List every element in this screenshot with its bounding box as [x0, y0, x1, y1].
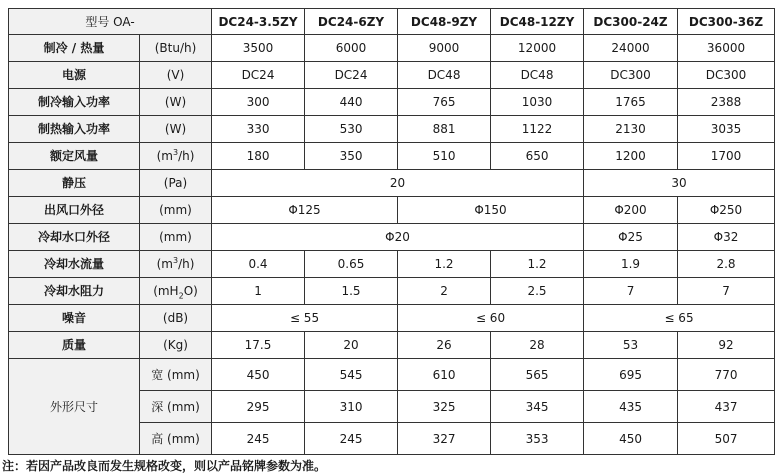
value-cell: 0.65 [305, 251, 398, 278]
value-cell: DC48 [491, 62, 584, 89]
value-cell: ≤ 65 [584, 305, 775, 332]
cool-input-row [9, 89, 775, 116]
value-cell: 650 [491, 143, 584, 170]
value-cell: 53 [584, 332, 678, 359]
row-label: 出风口外径 [9, 197, 140, 224]
header-row [9, 9, 775, 35]
value-cell: 437 [678, 391, 775, 423]
value-cell: 28 [491, 332, 584, 359]
value-cell: 12000 [491, 35, 584, 62]
value-cell: 245 [305, 423, 398, 455]
row-label: 制热输入功率 [9, 116, 140, 143]
value-cell: 450 [584, 423, 678, 455]
row-label: 质量 [9, 332, 140, 359]
value-cell: DC24 [305, 62, 398, 89]
row-unit: (Kg) [140, 332, 212, 359]
row-unit: 高 (mm) [140, 423, 212, 455]
cooling-heating-row [9, 35, 775, 62]
row-label: 静压 [9, 170, 140, 197]
row-label: 冷却水口外径 [9, 224, 140, 251]
outlet-diameter-row [9, 197, 775, 224]
row-label: 冷却水阻力 [9, 278, 140, 305]
value-cell: 245 [212, 423, 305, 455]
value-cell: ≤ 60 [398, 305, 584, 332]
value-cell: 353 [491, 423, 584, 455]
power-row [9, 62, 775, 89]
value-cell: 435 [584, 391, 678, 423]
value-cell: 1.5 [305, 278, 398, 305]
value-cell: 345 [491, 391, 584, 423]
value-cell: 1.9 [584, 251, 678, 278]
value-cell: 7 [584, 278, 678, 305]
row-unit: 深 (mm) [140, 391, 212, 423]
dimensions-label: 外形尺寸 [9, 359, 140, 455]
value-cell: 450 [212, 359, 305, 391]
value-cell: 545 [305, 359, 398, 391]
row-unit: $(m^3/h)$ [140, 143, 212, 170]
value-cell: 36000 [678, 35, 775, 62]
value-cell: DC24 [212, 62, 305, 89]
heat-input-row [9, 116, 775, 143]
coolant-resistance-row [9, 278, 775, 305]
value-cell: 3035 [678, 116, 775, 143]
value-cell: 1700 [678, 143, 775, 170]
value-cell: Φ25 [584, 224, 678, 251]
value-cell: 1.2 [491, 251, 584, 278]
value-cell: 92 [678, 332, 775, 359]
static-pressure-row [9, 170, 775, 197]
weight-row [9, 332, 775, 359]
value-cell: 24000 [584, 35, 678, 62]
model-label: 型号 OA- [9, 9, 212, 35]
value-cell: 770 [678, 359, 775, 391]
value-cell: 2.8 [678, 251, 775, 278]
footnote: 注：若因产品改良而发生规格改变，则以产品铭牌参数为准。 [2, 459, 327, 473]
value-cell: Φ200 [584, 197, 678, 224]
value-cell: 330 [212, 116, 305, 143]
value-cell: 1765 [584, 89, 678, 116]
row-unit: (W) [140, 116, 212, 143]
dimension-width-row [9, 359, 775, 391]
value-cell: 2130 [584, 116, 678, 143]
row-unit: (Pa) [140, 170, 212, 197]
value-cell: 327 [398, 423, 491, 455]
model-name: DC24-3.5ZY [212, 9, 305, 35]
value-cell: 20 [212, 170, 584, 197]
coolant-diameter-row [9, 224, 775, 251]
value-cell: 20 [305, 332, 398, 359]
value-cell: 2 [398, 278, 491, 305]
row-label: 冷却水流量 [9, 251, 140, 278]
value-cell: 350 [305, 143, 398, 170]
value-cell: 1 [212, 278, 305, 305]
value-cell: 26 [398, 332, 491, 359]
model-name: DC48-9ZY [398, 9, 491, 35]
value-cell: 295 [212, 391, 305, 423]
value-cell: 325 [398, 391, 491, 423]
value-cell: DC48 [398, 62, 491, 89]
value-cell: 510 [398, 143, 491, 170]
value-cell: Φ125 [212, 197, 398, 224]
value-cell: 765 [398, 89, 491, 116]
value-cell: 1122 [491, 116, 584, 143]
value-cell: 2388 [678, 89, 775, 116]
value-cell: 3500 [212, 35, 305, 62]
noise-row [9, 305, 775, 332]
row-unit: $(m^3/h)$ [140, 251, 212, 278]
value-cell: 1030 [491, 89, 584, 116]
row-unit: (Btu/h) [140, 35, 212, 62]
value-cell: 610 [398, 359, 491, 391]
value-cell: 0.4 [212, 251, 305, 278]
value-cell: 1.2 [398, 251, 491, 278]
airflow-row [9, 143, 775, 170]
row-unit: (mm) [140, 224, 212, 251]
coolant-flow-row [9, 251, 775, 278]
value-cell: 7 [678, 278, 775, 305]
row-unit: (mm) [140, 197, 212, 224]
value-cell: 6000 [305, 35, 398, 62]
value-cell: 440 [305, 89, 398, 116]
value-cell: ≤ 55 [212, 305, 398, 332]
row-label: 制冷 / 热量 [9, 35, 140, 62]
value-cell: 1200 [584, 143, 678, 170]
value-cell: DC300 [678, 62, 775, 89]
row-unit: $(mH_2O)$ [140, 278, 212, 305]
model-name: DC24-6ZY [305, 9, 398, 35]
value-cell: Φ150 [398, 197, 584, 224]
row-unit: 宽 (mm) [140, 359, 212, 391]
value-cell: 530 [305, 116, 398, 143]
value-cell: Φ250 [678, 197, 775, 224]
value-cell: Φ32 [678, 224, 775, 251]
value-cell: 180 [212, 143, 305, 170]
row-unit: (dB) [140, 305, 212, 332]
row-unit: (V) [140, 62, 212, 89]
value-cell: 881 [398, 116, 491, 143]
spec-table [8, 8, 775, 455]
row-unit: (W) [140, 89, 212, 116]
value-cell: 507 [678, 423, 775, 455]
value-cell: 310 [305, 391, 398, 423]
value-cell: DC300 [584, 62, 678, 89]
value-cell: 2.5 [491, 278, 584, 305]
model-name: DC300-36Z [678, 9, 775, 35]
model-name: DC300-24Z [584, 9, 678, 35]
value-cell: Φ20 [212, 224, 584, 251]
value-cell: 30 [584, 170, 775, 197]
row-label: 制冷输入功率 [9, 89, 140, 116]
model-name: DC48-12ZY [491, 9, 584, 35]
row-label: 噪音 [9, 305, 140, 332]
value-cell: 300 [212, 89, 305, 116]
value-cell: 565 [491, 359, 584, 391]
row-label: 电源 [9, 62, 140, 89]
row-label: 额定风量 [9, 143, 140, 170]
value-cell: 9000 [398, 35, 491, 62]
value-cell: 695 [584, 359, 678, 391]
value-cell: 17.5 [212, 332, 305, 359]
